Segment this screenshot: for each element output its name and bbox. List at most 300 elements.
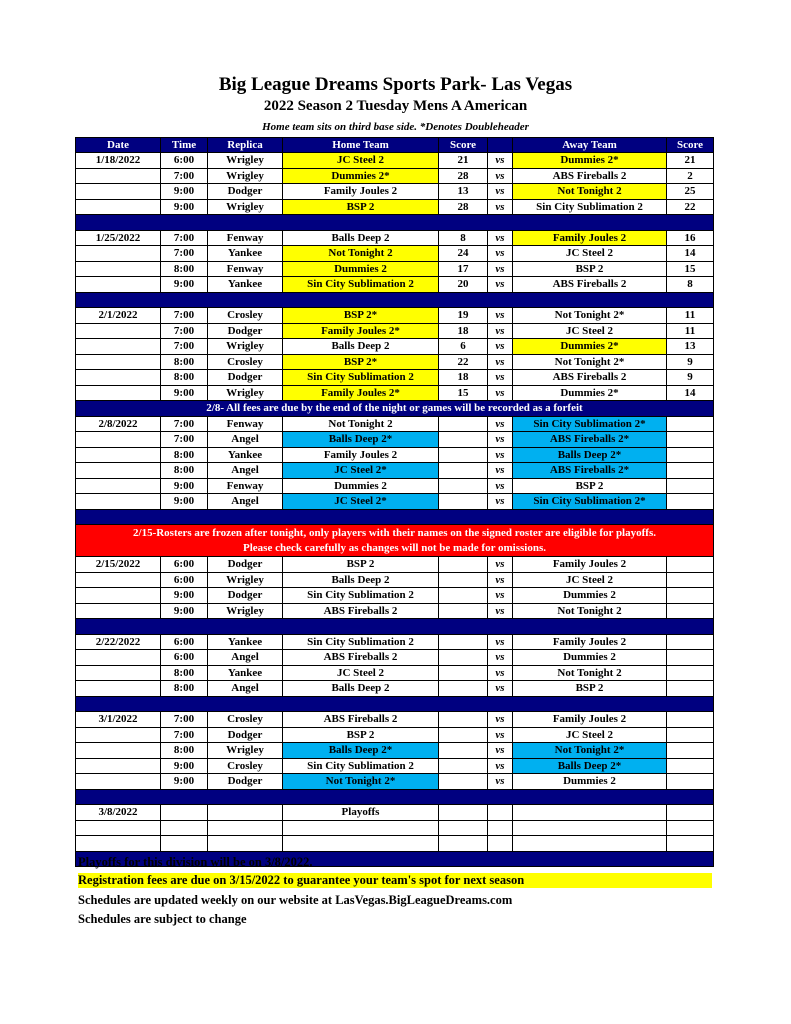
away-team: Not Tonight 2 <box>513 184 667 200</box>
vs-label: vs <box>488 339 513 355</box>
game-date: 3/1/2022 <box>76 712 161 728</box>
game-date: 2/15/2022 <box>76 557 161 573</box>
column-header: Away Team <box>513 138 667 153</box>
away-team: Balls Deep 2* <box>513 758 667 774</box>
vs-label: vs <box>488 557 513 573</box>
home-score: 18 <box>439 370 488 386</box>
game-row <box>76 650 714 666</box>
field-name: Wrigley <box>208 199 283 215</box>
game-time: 7:00 <box>161 323 208 339</box>
away-score <box>667 820 714 836</box>
column-header: Score <box>439 138 488 153</box>
home-score: 8 <box>439 230 488 246</box>
game-date <box>76 463 161 479</box>
field-name: Dodger <box>208 323 283 339</box>
away-score <box>667 665 714 681</box>
column-header: Home Team <box>283 138 439 153</box>
field-name: Angel <box>208 463 283 479</box>
vs-label: vs <box>488 665 513 681</box>
home-score: 17 <box>439 261 488 277</box>
fee-notice: 2/8- All fees are due by the end of the night or games will be recorded as a forfeit <box>76 401 714 417</box>
game-time: 7:00 <box>161 712 208 728</box>
field-name: Angel <box>208 650 283 666</box>
game-row <box>76 557 714 573</box>
field-name: Crosley <box>208 712 283 728</box>
away-score <box>667 805 714 821</box>
column-header: Replica <box>208 138 283 153</box>
away-score <box>667 650 714 666</box>
game-date <box>76 588 161 604</box>
away-team: Sin City Sublimation 2 <box>513 199 667 215</box>
field-name: Crosley <box>208 308 283 324</box>
game-date <box>76 432 161 448</box>
game-date: 1/25/2022 <box>76 230 161 246</box>
vs-label <box>488 820 513 836</box>
game-time: 9:00 <box>161 478 208 494</box>
footer-registration-note: Registration fees are due on 3/15/2022 to guarantee your team's spot for next season <box>78 873 712 888</box>
game-row <box>76 447 714 463</box>
vs-label: vs <box>488 354 513 370</box>
home-team: BSP 2* <box>283 308 439 324</box>
away-score <box>667 681 714 697</box>
game-date <box>76 199 161 215</box>
game-time: 9:00 <box>161 758 208 774</box>
game-time: 8:00 <box>161 681 208 697</box>
game-row <box>76 588 714 604</box>
home-score: 19 <box>439 308 488 324</box>
vs-label: vs <box>488 153 513 169</box>
home-team: JC Steel 2 <box>283 153 439 169</box>
field-name: Yankee <box>208 665 283 681</box>
away-score <box>667 432 714 448</box>
game-time: 9:00 <box>161 774 208 790</box>
home-team: Family Joules 2 <box>283 184 439 200</box>
away-team: JC Steel 2 <box>513 727 667 743</box>
field-name: Fenway <box>208 230 283 246</box>
game-row <box>76 339 714 355</box>
home-team: Sin City Sublimation 2 <box>283 758 439 774</box>
away-score: 13 <box>667 339 714 355</box>
game-date <box>76 168 161 184</box>
home-score <box>439 774 488 790</box>
away-team: Not Tonight 2 <box>513 603 667 619</box>
away-team: ABS Fireballs 2 <box>513 277 667 293</box>
field-name: Fenway <box>208 416 283 432</box>
game-row <box>76 712 714 728</box>
field-name: Yankee <box>208 277 283 293</box>
away-team: Not Tonight 2 <box>513 665 667 681</box>
game-time: 7:00 <box>161 416 208 432</box>
away-team: Sin City Sublimation 2* <box>513 494 667 510</box>
game-time: 6:00 <box>161 557 208 573</box>
game-row <box>76 354 714 370</box>
away-score: 25 <box>667 184 714 200</box>
vs-label: vs <box>488 681 513 697</box>
home-score <box>439 634 488 650</box>
vs-label: vs <box>488 308 513 324</box>
home-team: Sin City Sublimation 2 <box>283 370 439 386</box>
game-row <box>76 463 714 479</box>
home-score <box>439 650 488 666</box>
roster-notice-row <box>76 525 714 557</box>
game-time: 9:00 <box>161 184 208 200</box>
away-team: JC Steel 2 <box>513 572 667 588</box>
game-time: 8:00 <box>161 463 208 479</box>
home-score <box>439 463 488 479</box>
game-time <box>161 805 208 821</box>
home-score <box>439 588 488 604</box>
doubleheader-note: Home team sits on third base side. *Denotes Doubleheader <box>262 121 529 133</box>
game-row <box>76 153 714 169</box>
away-team: Dummies 2* <box>513 153 667 169</box>
home-score <box>439 557 488 573</box>
game-time <box>161 836 208 852</box>
game-row <box>76 494 714 510</box>
away-score <box>667 634 714 650</box>
field-name <box>208 805 283 821</box>
home-team: BSP 2 <box>283 557 439 573</box>
roster-notice-line: 2/15-Rosters are frozen after tonight, only players with their names on the signed roster are eligible for playoffs. <box>133 526 656 539</box>
away-score <box>667 836 714 852</box>
game-row <box>76 727 714 743</box>
home-score: 20 <box>439 277 488 293</box>
home-score <box>439 712 488 728</box>
game-date <box>76 650 161 666</box>
game-date: 2/8/2022 <box>76 416 161 432</box>
away-score <box>667 588 714 604</box>
vs-label: vs <box>488 758 513 774</box>
home-score <box>439 478 488 494</box>
home-team: Balls Deep 2 <box>283 681 439 697</box>
home-team: Balls Deep 2* <box>283 743 439 759</box>
game-row <box>76 743 714 759</box>
game-row <box>76 432 714 448</box>
vs-label: vs <box>488 370 513 386</box>
away-team: Not Tonight 2* <box>513 308 667 324</box>
separator-bar <box>76 696 714 712</box>
game-time: 9:00 <box>161 603 208 619</box>
field-name: Angel <box>208 494 283 510</box>
away-score: 9 <box>667 354 714 370</box>
field-name: Wrigley <box>208 572 283 588</box>
game-date <box>76 743 161 759</box>
vs-label <box>488 836 513 852</box>
home-score <box>439 494 488 510</box>
home-team: Family Joules 2* <box>283 385 439 401</box>
away-score <box>667 774 714 790</box>
vs-label: vs <box>488 447 513 463</box>
game-date <box>76 665 161 681</box>
vs-label: vs <box>488 230 513 246</box>
week-separator <box>76 215 714 231</box>
game-row <box>76 665 714 681</box>
game-row <box>76 416 714 432</box>
home-team: Not Tonight 2 <box>283 416 439 432</box>
game-row <box>76 261 714 277</box>
away-team: ABS Fireballs 2 <box>513 168 667 184</box>
game-row <box>76 184 714 200</box>
game-time: 9:00 <box>161 385 208 401</box>
away-team: JC Steel 2 <box>513 323 667 339</box>
game-time: 9:00 <box>161 588 208 604</box>
game-time: 7:00 <box>161 230 208 246</box>
vs-label: vs <box>488 634 513 650</box>
away-team <box>513 805 667 821</box>
game-time: 9:00 <box>161 277 208 293</box>
field-name: Yankee <box>208 246 283 262</box>
game-row <box>76 805 714 821</box>
game-time: 7:00 <box>161 339 208 355</box>
field-name: Angel <box>208 681 283 697</box>
away-score: 8 <box>667 277 714 293</box>
game-time: 8:00 <box>161 261 208 277</box>
away-score <box>667 743 714 759</box>
away-team: JC Steel 2 <box>513 246 667 262</box>
away-score: 16 <box>667 230 714 246</box>
vs-label: vs <box>488 712 513 728</box>
home-team: JC Steel 2* <box>283 463 439 479</box>
away-team: Dummies 2 <box>513 650 667 666</box>
field-name: Wrigley <box>208 743 283 759</box>
away-score <box>667 416 714 432</box>
game-time: 7:00 <box>161 246 208 262</box>
separator-bar <box>76 292 714 308</box>
home-score <box>439 447 488 463</box>
game-row <box>76 277 714 293</box>
field-name: Wrigley <box>208 339 283 355</box>
away-score <box>667 463 714 479</box>
home-score: 28 <box>439 168 488 184</box>
game-time: 6:00 <box>161 153 208 169</box>
home-team: Family Joules 2 <box>283 447 439 463</box>
game-row <box>76 323 714 339</box>
home-team: ABS Fireballs 2 <box>283 603 439 619</box>
away-score: 2 <box>667 168 714 184</box>
separator-bar <box>76 789 714 805</box>
away-team: ABS Fireballs 2* <box>513 432 667 448</box>
game-time: 9:00 <box>161 199 208 215</box>
field-name: Wrigley <box>208 168 283 184</box>
home-team: Balls Deep 2* <box>283 432 439 448</box>
away-team: Dummies 2 <box>513 774 667 790</box>
away-team: BSP 2 <box>513 681 667 697</box>
vs-label: vs <box>488 168 513 184</box>
vs-label: vs <box>488 494 513 510</box>
game-time: 8:00 <box>161 447 208 463</box>
home-score <box>439 743 488 759</box>
game-date: 2/1/2022 <box>76 308 161 324</box>
field-name <box>208 820 283 836</box>
game-date: 1/18/2022 <box>76 153 161 169</box>
game-row <box>76 836 714 852</box>
home-team: Family Joules 2* <box>283 323 439 339</box>
away-team: ABS Fireballs 2 <box>513 370 667 386</box>
game-date <box>76 478 161 494</box>
roster-notice <box>76 525 714 557</box>
home-team: Not Tonight 2* <box>283 774 439 790</box>
separator-bar <box>76 215 714 231</box>
game-row <box>76 820 714 836</box>
game-time: 9:00 <box>161 494 208 510</box>
game-row <box>76 603 714 619</box>
vs-label: vs <box>488 184 513 200</box>
game-date <box>76 184 161 200</box>
away-team: Not Tonight 2* <box>513 743 667 759</box>
page-subtitle: 2022 Season 2 Tuesday Mens A American <box>263 98 528 114</box>
home-score: 21 <box>439 153 488 169</box>
game-row <box>76 634 714 650</box>
away-team <box>513 836 667 852</box>
game-date <box>76 339 161 355</box>
vs-label: vs <box>488 603 513 619</box>
home-score: 13 <box>439 184 488 200</box>
game-row <box>76 478 714 494</box>
vs-label: vs <box>488 261 513 277</box>
away-team: Not Tonight 2* <box>513 354 667 370</box>
game-date <box>76 572 161 588</box>
home-score <box>439 603 488 619</box>
home-team: Balls Deep 2 <box>283 339 439 355</box>
home-score: 28 <box>439 199 488 215</box>
vs-label: vs <box>488 572 513 588</box>
week-separator <box>76 292 714 308</box>
home-score <box>439 432 488 448</box>
away-score: 14 <box>667 246 714 262</box>
field-name: Dodger <box>208 557 283 573</box>
vs-label: vs <box>488 588 513 604</box>
away-team: ABS Fireballs 2* <box>513 463 667 479</box>
home-team: ABS Fireballs 2 <box>283 650 439 666</box>
away-score <box>667 557 714 573</box>
game-row <box>76 246 714 262</box>
home-score: 24 <box>439 246 488 262</box>
home-score <box>439 820 488 836</box>
home-team: ABS Fireballs 2 <box>283 712 439 728</box>
away-score: 11 <box>667 323 714 339</box>
game-date: 2/22/2022 <box>76 634 161 650</box>
vs-label: vs <box>488 478 513 494</box>
game-row <box>76 385 714 401</box>
game-date <box>76 603 161 619</box>
field-name: Dodger <box>208 727 283 743</box>
game-date: 3/8/2022 <box>76 805 161 821</box>
separator-bar <box>76 619 714 635</box>
away-score: 15 <box>667 261 714 277</box>
vs-label: vs <box>488 432 513 448</box>
game-time: 6:00 <box>161 634 208 650</box>
game-time: 8:00 <box>161 743 208 759</box>
week-separator <box>76 696 714 712</box>
game-date <box>76 385 161 401</box>
home-team: Playoffs <box>283 805 439 821</box>
home-score <box>439 416 488 432</box>
field-name: Dodger <box>208 588 283 604</box>
home-team: JC Steel 2* <box>283 494 439 510</box>
vs-label <box>488 805 513 821</box>
home-team: BSP 2 <box>283 199 439 215</box>
game-date <box>76 447 161 463</box>
game-time: 7:00 <box>161 727 208 743</box>
home-team: Sin City Sublimation 2 <box>283 634 439 650</box>
away-score <box>667 447 714 463</box>
vs-label: vs <box>488 743 513 759</box>
home-score <box>439 681 488 697</box>
away-team: Family Joules 2 <box>513 230 667 246</box>
home-score: 18 <box>439 323 488 339</box>
away-score <box>667 494 714 510</box>
home-team: JC Steel 2 <box>283 665 439 681</box>
vs-label: vs <box>488 277 513 293</box>
home-team: BSP 2 <box>283 727 439 743</box>
home-score: 15 <box>439 385 488 401</box>
field-name: Wrigley <box>208 385 283 401</box>
home-score <box>439 727 488 743</box>
game-row <box>76 758 714 774</box>
game-date <box>76 758 161 774</box>
away-team: BSP 2 <box>513 261 667 277</box>
field-name: Wrigley <box>208 603 283 619</box>
home-score: 22 <box>439 354 488 370</box>
field-name: Crosley <box>208 354 283 370</box>
game-time: 8:00 <box>161 370 208 386</box>
vs-label: vs <box>488 416 513 432</box>
away-score: 11 <box>667 308 714 324</box>
field-name <box>208 836 283 852</box>
game-date <box>76 494 161 510</box>
week-separator <box>76 619 714 635</box>
week-separator <box>76 789 714 805</box>
game-time: 6:00 <box>161 650 208 666</box>
field-name: Crosley <box>208 758 283 774</box>
field-name: Wrigley <box>208 153 283 169</box>
home-team: BSP 2* <box>283 354 439 370</box>
game-row <box>76 774 714 790</box>
game-time: 7:00 <box>161 168 208 184</box>
game-date <box>76 370 161 386</box>
home-score <box>439 665 488 681</box>
away-team <box>513 820 667 836</box>
fee-notice-row <box>76 401 714 417</box>
page-title: Big League Dreams Sports Park- Las Vegas <box>218 74 573 95</box>
home-team: Dummies 2 <box>283 478 439 494</box>
away-team: Balls Deep 2* <box>513 447 667 463</box>
game-date <box>76 261 161 277</box>
vs-label: vs <box>488 246 513 262</box>
field-name: Fenway <box>208 261 283 277</box>
away-score <box>667 572 714 588</box>
game-time: 7:00 <box>161 308 208 324</box>
game-time: 7:00 <box>161 432 208 448</box>
away-score: 22 <box>667 199 714 215</box>
roster-notice-line: Please check carefully as changes will not be made for omissions. <box>243 541 546 554</box>
field-name: Dodger <box>208 184 283 200</box>
vs-label: vs <box>488 650 513 666</box>
game-row <box>76 199 714 215</box>
field-name: Yankee <box>208 447 283 463</box>
vs-label: vs <box>488 385 513 401</box>
vs-label: vs <box>488 727 513 743</box>
column-header: Time <box>161 138 208 153</box>
game-row <box>76 308 714 324</box>
vs-label: vs <box>488 774 513 790</box>
game-date <box>76 774 161 790</box>
home-score <box>439 805 488 821</box>
field-name: Yankee <box>208 634 283 650</box>
field-name: Fenway <box>208 478 283 494</box>
game-date <box>76 246 161 262</box>
game-date <box>76 820 161 836</box>
game-date <box>76 277 161 293</box>
